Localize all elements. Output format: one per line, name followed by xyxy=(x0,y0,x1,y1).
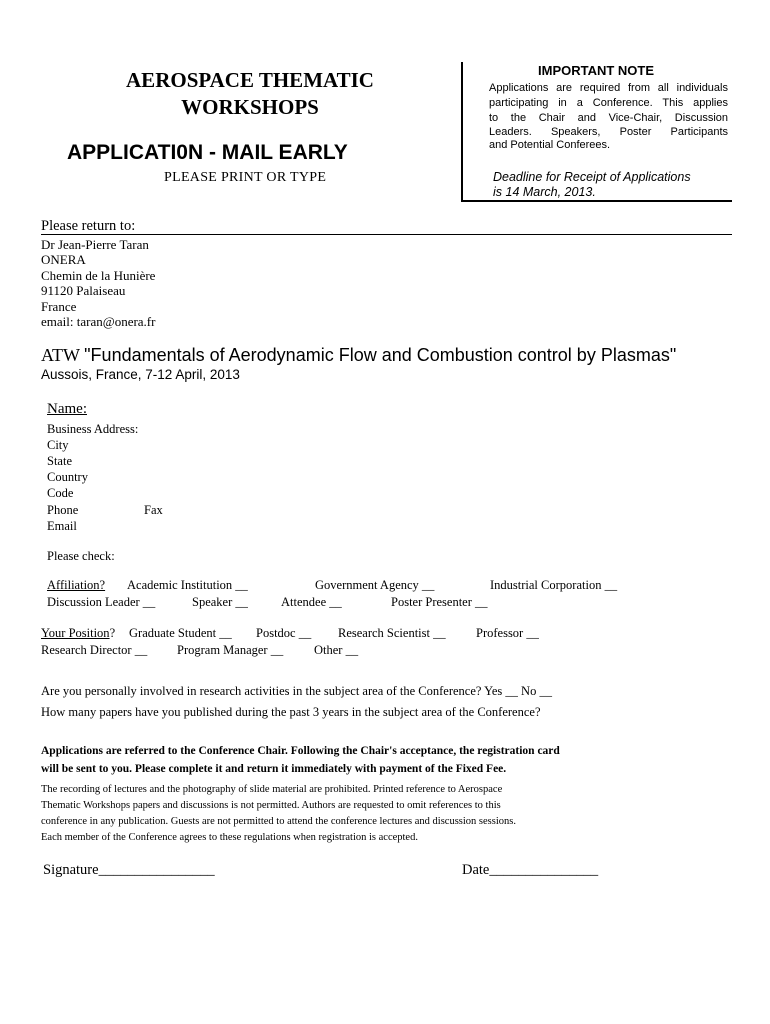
option-discussion-leader: Discussion Leader __ xyxy=(47,595,156,609)
return-label: Please return to: xyxy=(41,218,136,234)
deadline-date: is 14 March, 2013. xyxy=(493,185,596,199)
conference-location: Aussois, France, 7-12 April, 2013 xyxy=(41,367,240,382)
option-research-scientist: Research Scientist __ xyxy=(338,626,446,640)
country-label: Country xyxy=(47,470,88,484)
phone-label: Phone xyxy=(47,503,79,517)
fax-label: Fax xyxy=(144,503,163,517)
print-instruction: PLEASE PRINT OR TYPE xyxy=(164,170,327,185)
option-government: Government Agency __ xyxy=(315,578,435,592)
option-other: Other __ xyxy=(314,643,359,657)
address-line: 91120 Palaiseau xyxy=(41,283,126,298)
note-line: to the Chair and Vice-Chair, Discussion xyxy=(489,112,728,124)
option-poster: Poster Presenter __ xyxy=(391,595,488,609)
conference-title xyxy=(41,345,676,366)
position-label xyxy=(41,626,115,641)
note-line: Leaders. Speakers, Poster Participants xyxy=(489,126,728,138)
option-graduate: Graduate Student __ xyxy=(129,626,232,640)
atw-title: "Fundamentals of Aerodynamic Flow and Combustion control by Plasmas" xyxy=(84,345,677,365)
header-divider-horizontal xyxy=(461,200,732,202)
address-line: ONERA xyxy=(41,252,86,267)
city-label: City xyxy=(47,438,69,452)
option-program-manager: Program Manager __ xyxy=(177,643,284,657)
email-label: Email xyxy=(47,519,77,533)
position-label-text: Your Position xyxy=(41,626,110,640)
notice-bold-line: will be sent to you. Please complete it and return it immediately with payment of the Fixed Fee. xyxy=(41,763,507,775)
atw-prefix: ATW xyxy=(41,345,85,365)
option-postdoc: Postdoc __ xyxy=(256,626,312,640)
address-line: France xyxy=(41,299,77,314)
state-label: State xyxy=(47,454,72,468)
option-professor: Professor __ xyxy=(476,626,539,640)
note-line: and Potential Conferees. xyxy=(489,139,611,151)
header-divider-vertical xyxy=(461,62,463,201)
address-line: Dr Jean-Pierre Taran xyxy=(41,237,149,252)
option-research-director: Research Director __ xyxy=(41,643,148,657)
question-involved: Are you personally involved in research activities in the subject area of the Conference? Yes __ No __ xyxy=(41,684,552,698)
name-label: Name: xyxy=(47,401,87,417)
date-line: Date_______________ xyxy=(462,862,599,878)
position-label-q: ? xyxy=(109,626,116,640)
option-attendee: Attendee __ xyxy=(281,595,342,609)
option-speaker: Speaker __ xyxy=(192,595,248,609)
option-academic: Academic Institution __ xyxy=(127,578,248,592)
signature-line: Signature________________ xyxy=(43,862,215,878)
note-line: Applications are required from all individuals xyxy=(489,82,728,94)
address-line: Chemin de la Hunière xyxy=(41,268,156,283)
affiliation-label: Affiliation? xyxy=(47,578,106,592)
contact-email: email: taran@onera.fr xyxy=(41,314,156,329)
note-line: participating in a Conference. This applies xyxy=(489,97,728,109)
deadline-text: Deadline for Receipt of Applications xyxy=(493,170,691,184)
regulations-line: Each member of the Conference agrees to these regulations when registration is accepted. xyxy=(41,832,418,843)
regulations-line: conference in any publication. Guests are not permitted to attend the conference lectures and discussion sessions. xyxy=(41,816,516,827)
workshop-title-line1: AEROSPACE THEMATIC xyxy=(126,68,374,92)
application-heading: APPLICATI0N - MAIL EARLY xyxy=(67,141,348,164)
question-papers: How many papers have you published during the past 3 years in the subject area of the Conference? xyxy=(41,705,541,719)
workshop-title-line2: WORKSHOPS xyxy=(181,95,319,119)
regulations-line: Thematic Workshops papers and discussions is not permitted. Authors are requested to omit references to this xyxy=(41,800,501,811)
option-industrial: Industrial Corporation __ xyxy=(490,578,618,592)
notice-bold-line: Applications are referred to the Conference Chair. Following the Chair's acceptance, the registration card xyxy=(41,745,560,757)
important-note-title: IMPORTANT NOTE xyxy=(538,63,655,78)
business-address-label: Business Address: xyxy=(47,422,139,436)
return-divider xyxy=(41,234,732,235)
please-check-label: Please check: xyxy=(47,549,115,563)
code-label: Code xyxy=(47,486,74,500)
regulations-line: The recording of lectures and the photography of slide material are prohibited. Printed reference to Aerospace xyxy=(41,784,503,795)
